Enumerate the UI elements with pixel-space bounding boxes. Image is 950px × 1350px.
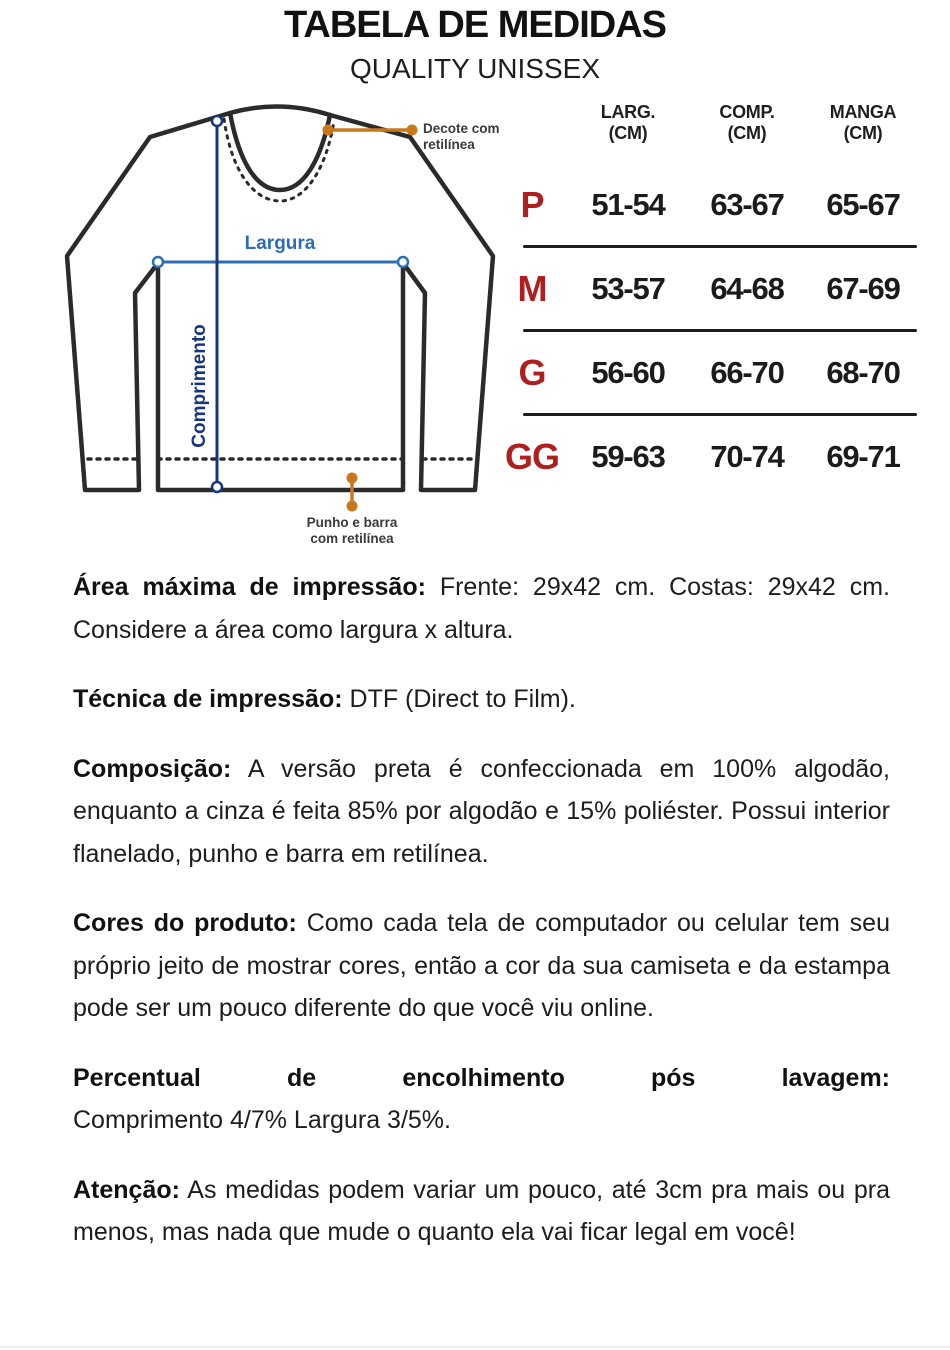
- paragraph-print-area-text: Frente: 29x42 cm. Costas: 29x42 cm. Considere a área como largura x altura.: [73, 573, 890, 644]
- paragraph-print-area: [73, 566, 890, 651]
- size-label-p: P: [520, 183, 544, 225]
- size-gg-comp: 70-74: [710, 438, 784, 474]
- paragraph-composition-label: Composição:: [73, 754, 232, 783]
- column-header-manga-unit: (CM): [843, 122, 883, 143]
- column-header-manga: [805, 98, 921, 143]
- sweatshirt-measurement-diagram: [55, 86, 505, 552]
- size-g-manga: 68-70: [826, 354, 900, 390]
- size-label-g: G: [518, 351, 546, 393]
- column-header-larg-name: LARG.: [600, 102, 656, 122]
- punho-label-line1: Punho e barra: [306, 515, 398, 530]
- largura-label: Largura: [244, 233, 316, 254]
- sweatshirt-diagram-svg: [55, 86, 505, 552]
- paragraph-attention-label: Atenção:: [73, 1175, 180, 1204]
- paragraph-colors-label: Cores do produto:: [73, 909, 297, 937]
- column-header-comp-name: COMP.: [719, 102, 775, 122]
- paragraph-print-technique-text: DTF (Direct to Film).: [349, 685, 576, 713]
- paragraph-shrinkage-text: Comprimento 4/7% Largura 3/5%.: [73, 1106, 451, 1134]
- column-header-comp-unit: (CM): [727, 122, 767, 143]
- size-g-comp: 66-70: [710, 354, 784, 390]
- page-header: [0, 6, 950, 85]
- paragraph-print-technique: [73, 678, 890, 721]
- size-g-larg: 56-60: [591, 354, 665, 390]
- size-p-comp: 63-67: [710, 186, 784, 222]
- column-header-larg-unit: (CM): [608, 122, 648, 143]
- largura-measurement: [153, 233, 408, 267]
- size-gg-manga: 69-71: [826, 438, 900, 474]
- size-table: [497, 98, 921, 497]
- column-header-manga-name: MANGA: [829, 102, 897, 122]
- punho-label-line2: com retilínea: [310, 531, 394, 546]
- sweatshirt-outline: [67, 106, 493, 490]
- decote-label-line1: Decote com: [423, 121, 500, 136]
- product-description: [73, 566, 890, 1281]
- size-m-comp: 64-68: [710, 270, 784, 306]
- paragraph-print-area-label: Área máxima de impressão:: [73, 573, 426, 601]
- size-m-larg: 53-57: [591, 270, 665, 306]
- paragraph-attention-text: As medidas podem variar um pouco, até 3cm pra mais ou pra menos, mas nada que mude o quanto ela vai ficar legal em você!: [73, 1175, 890, 1246]
- decote-label-line2: retilínea: [423, 137, 475, 152]
- table-row-size-g: [497, 332, 921, 413]
- paragraph-print-technique-label: Técnica de impressão:: [73, 685, 343, 713]
- size-gg-larg: 59-63: [591, 438, 665, 474]
- table-row-size-gg: [497, 416, 921, 497]
- column-header-comp: [689, 98, 805, 143]
- bottom-divider-line: [0, 1346, 950, 1348]
- paragraph-shrinkage-label: Percentual de encolhimento pós lavagem:: [73, 1063, 890, 1092]
- paragraph-colors-text: Como cada tela de computador ou celular tem seu próprio jeito de mostrar cores, então a cor da sua camiseta e da estampa pode ser um pouco diferente do que você viu online.: [73, 909, 890, 1022]
- paragraph-composition-text: A versão preta é confeccionada em 100% algodão, enquanto a cinza é feita 85% por algodão e 15% poliéster. Possui interior flanelado, punho e barra em retilínea.: [73, 754, 890, 868]
- page-title: TABELA DE MEDIDAS: [284, 4, 666, 46]
- table-row-size-m: [497, 248, 921, 329]
- size-label-m: M: [517, 267, 547, 309]
- comprimento-measurement: [189, 116, 222, 492]
- paragraph-composition: [73, 748, 890, 876]
- page-subtitle: QUALITY UNISSEX: [349, 52, 600, 84]
- size-m-manga: 67-69: [826, 270, 900, 306]
- comprimento-label: Comprimento: [189, 324, 210, 448]
- size-column-spacer: [497, 98, 567, 102]
- size-p-larg: 51-54: [591, 186, 665, 222]
- size-table-header-row: [497, 98, 921, 164]
- column-header-larg: [567, 98, 689, 143]
- table-row-size-p: [497, 164, 921, 245]
- paragraph-shrinkage: [73, 1057, 890, 1142]
- size-p-manga: 65-67: [826, 186, 900, 222]
- size-label-gg: GG: [504, 435, 559, 477]
- paragraph-attention: [73, 1169, 890, 1254]
- paragraph-colors: [73, 902, 890, 1030]
- punho-barra-callout: [307, 473, 398, 547]
